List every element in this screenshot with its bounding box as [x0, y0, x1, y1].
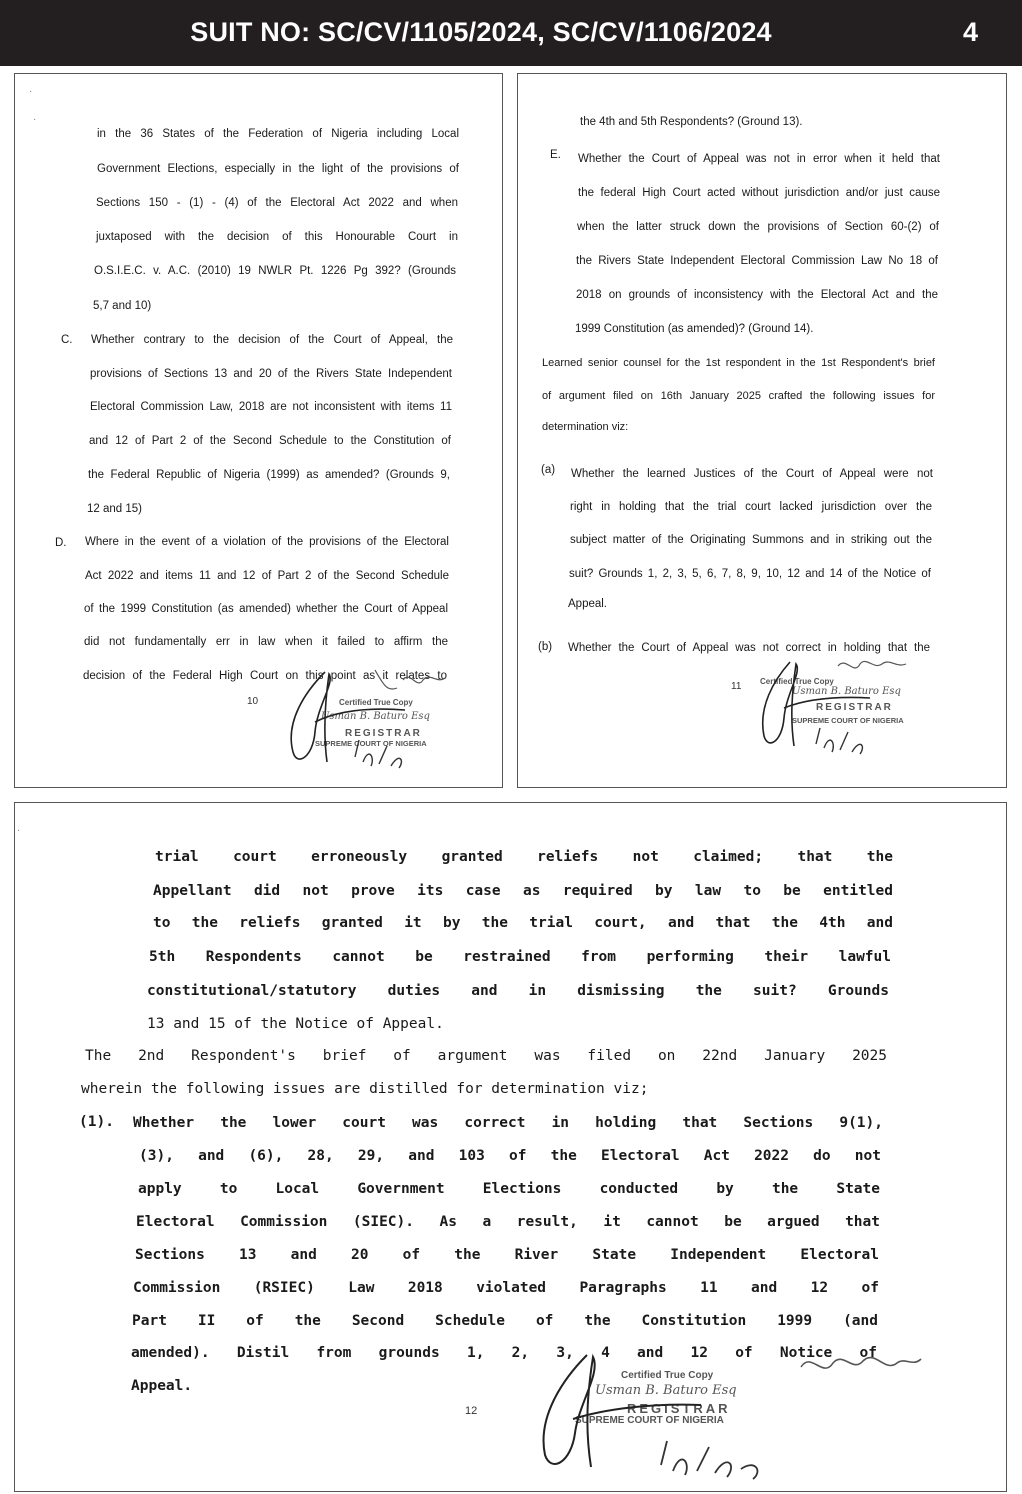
text-line: Electoral Commission Law, 2018 are not inconsistent with items 11 [90, 401, 452, 413]
scan-speck: · [17, 825, 21, 836]
text-line: constitutional/statutory duties and in dismissing the suit? Grounds [147, 983, 889, 999]
stamp-line: Usman B. Baturo Esq [595, 1383, 737, 1398]
text-line: Electoral Commission (SIEC). As a result, it cannot be argued that [136, 1214, 880, 1230]
scan-speck: · [29, 86, 33, 97]
stamp-line: Certified True Copy [760, 677, 834, 686]
text-line: 12 and 15) [87, 503, 142, 515]
text-line: provisions of Sections 13 and 20 of the Rivers State Independent [90, 368, 452, 380]
page-number: 4 [962, 17, 978, 47]
text-line: of argument filed on 16th January 2025 crafted the following issues for [542, 390, 935, 402]
text-line: trial court erroneously granted reliefs not claimed; that the [155, 849, 893, 865]
document-page-12 [14, 802, 1007, 1492]
stamp-line: Usman B. Baturo Esq [792, 686, 901, 697]
page-number-10: 10 [247, 696, 259, 707]
stamp-line: REGISTRAR [816, 702, 893, 713]
text-line: Where in the event of a violation of the provisions of the Electoral [85, 536, 449, 548]
text-line: 5th Respondents cannot be restrained from performing their lawful [149, 949, 891, 965]
text-line: the 4th and 5th Respondents? (Ground 13). [580, 116, 803, 128]
document-page-11 [517, 73, 1007, 788]
text-line: Commission (RSIEC) Law 2018 violated Paragraphs 11 and 12 of [133, 1280, 879, 1296]
text-line: 1999 Constitution (as amended)? (Ground 14). [575, 323, 814, 335]
stamp-line: SUPREME COURT OF NIGERIA [575, 1415, 724, 1426]
text-line: Act 2022 and items 11 and 12 of Part 2 of the Second Schedule [85, 570, 449, 582]
text-line: 2018 on grounds of inconsistency with the Electoral Act and the [576, 289, 938, 301]
text-line: Whether the learned Justices of the Court of Appeal were not [571, 468, 933, 480]
text-line: to the reliefs granted it by the trial court, and that the 4th and [153, 915, 893, 931]
text-line: suit? Grounds 1, 2, 3, 5, 6, 7, 8, 9, 10, 12 and 14 of the Notice of [569, 568, 931, 580]
text-line: Sections 150 - (1) - (4) of the Electoral Act 2022 and when [96, 197, 458, 209]
text-line: Sections 13 and 20 of the River State Independent Electoral [135, 1247, 879, 1263]
stamp-line: Usman B. Baturo Esq [321, 711, 430, 722]
scan-speck: · [33, 114, 37, 125]
item-label-d: D. [55, 537, 67, 549]
text-line: wherein the following issues are distilled for determination viz; [81, 1081, 649, 1097]
stamp-line: SUPREME COURT OF NIGERIA [792, 716, 904, 725]
text-line: Appeal. [131, 1378, 193, 1394]
text-line: Government Elections, especially in the light of the provisions of [97, 163, 459, 175]
stamp-line: SUPREME COURT OF NIGERIA [315, 739, 427, 748]
item-label-a: (a) [541, 464, 556, 476]
header-banner [0, 0, 1022, 66]
text-line: juxtaposed with the decision of this Honourable Court in [96, 231, 458, 243]
text-line: Whether contrary to the decision of the Court of Appeal, the [91, 334, 453, 346]
text-line: and 12 of Part 2 of the Second Schedule to the Constitution of [89, 435, 451, 447]
text-line: The 2nd Respondent's brief of argument was filed on 22nd January 2025 [85, 1048, 887, 1064]
text-line: 13 and 15 of the Notice of Appeal. [147, 1016, 444, 1032]
text-line: Appeal. [568, 598, 608, 610]
signature [255, 662, 485, 782]
text-line: decision of the Federal High Court on this point as it relates to [83, 670, 447, 682]
text-line: the federal High Court acted without jurisdiction and/or just cause [578, 187, 940, 199]
signature [501, 1343, 941, 1491]
page-number-11: 11 [731, 681, 742, 692]
text-line: Appellant did not prove its case as required by law to be entitled [153, 883, 893, 899]
text-line: determination viz: [542, 421, 629, 433]
stamp-line: Certified True Copy [339, 698, 413, 707]
text-line: Whether the Court of Appeal was not correct in holding that the [568, 642, 930, 654]
text-line: Part II of the Second Schedule of the Constitution 1999 (and [132, 1313, 878, 1329]
item-label-1: (1). [79, 1114, 114, 1130]
text-line: (3), and (6), 28, 29, and 103 of the Electoral Act 2022 do not [139, 1148, 881, 1164]
text-line: in the 36 States of the Federation of Nigeria including Local [97, 128, 459, 140]
text-line: of the 1999 Constitution (as amended) whether the Court of Appeal [84, 603, 448, 615]
text-line: subject matter of the Originating Summons and in striking out the [570, 534, 932, 546]
text-line: 5,7 and 10) [93, 300, 152, 312]
text-line: Learned senior counsel for the 1st respondent in the 1st Respondent's brief [542, 357, 935, 369]
item-label-c: C. [61, 334, 73, 346]
text-line: Whether the lower court was correct in holding that Sections 9(1), [133, 1115, 883, 1131]
stamp-line: REGISTRAR [345, 728, 422, 739]
suit-number-title: SUIT NO: SC/CV/1105/2024, SC/CV/1106/2024 [190, 17, 772, 47]
text-line: when the latter struck down the provisions of Section 60-(2) of [577, 221, 939, 233]
text-line: right in holding that the trial court lacked jurisdiction over the [570, 501, 932, 513]
text-line: did not fundamentally err in law when it failed to affirm the [84, 636, 448, 648]
text-line: amended). Distil from grounds 1, 2, 3, 4 and 12 of Notice of [131, 1345, 877, 1361]
document-page-10 [14, 73, 503, 788]
page-number-12: 12 [465, 1405, 478, 1417]
item-label-b: (b) [538, 641, 553, 653]
text-line: O.S.I.E.C. v. A.C. (2010) 19 NWLR Pt. 1226 Pg 392? (Grounds [94, 265, 456, 277]
text-line: the Federal Republic of Nigeria (1999) as amended? (Grounds 9, [88, 469, 450, 481]
stamp-line: REGISTRAR [627, 1401, 731, 1416]
item-label-e: E. [550, 149, 561, 161]
stamp-line: Certified True Copy [621, 1370, 714, 1381]
text-line: Whether the Court of Appeal was not in error when it held that [578, 153, 940, 165]
text-line: the Rivers State Independent Electoral Commission Law No 18 of [576, 255, 938, 267]
signature [740, 652, 940, 762]
text-line: apply to Local Government Elections conducted by the State [138, 1181, 880, 1197]
